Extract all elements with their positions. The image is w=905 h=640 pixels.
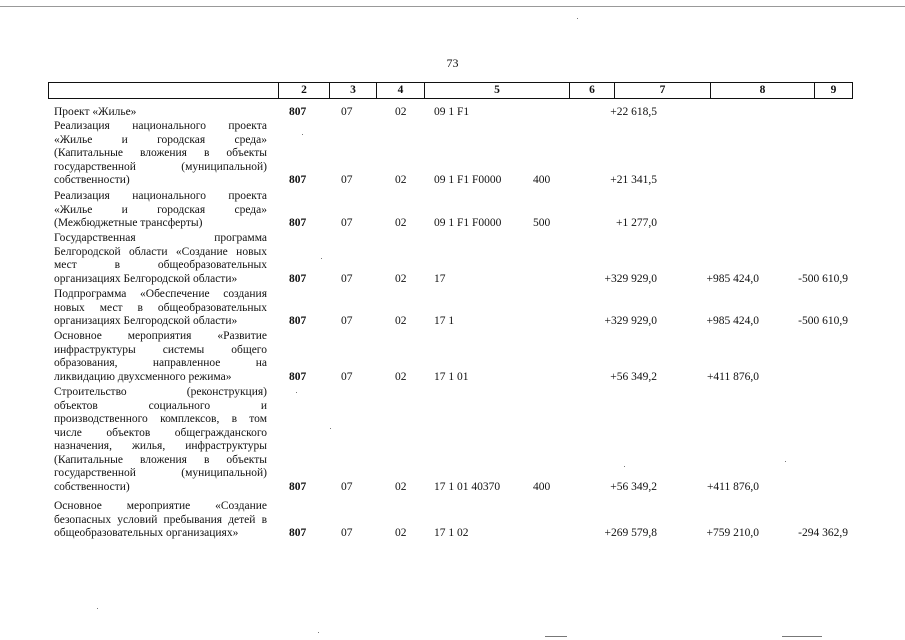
cell-col-7: +22 618,5 xyxy=(610,106,657,118)
cell-col-5: 17 1 02 xyxy=(434,527,469,539)
cell-col-5: 09 1 F1 F0000 xyxy=(434,174,502,186)
row-description xyxy=(54,386,267,494)
description-line: Реализация национального проекта xyxy=(54,190,267,202)
cell-col-3: 07 xyxy=(341,315,353,327)
cell-col-4: 02 xyxy=(395,370,407,383)
header-cell-3: 3 xyxy=(329,83,376,98)
cell-col-8: +985 424,0 xyxy=(706,315,759,327)
cell-col-9: -500 610,9 xyxy=(798,272,848,285)
cell-col-4: 02 xyxy=(395,106,407,118)
cell-col-3: 07 xyxy=(341,106,353,118)
description-line: мест в общеобразовательных xyxy=(54,259,267,271)
cell-col-2: 807 xyxy=(289,370,307,383)
scan-speck xyxy=(321,258,322,259)
cell-col-2: 807 xyxy=(289,272,307,285)
cell-col-5: 17 1 xyxy=(434,315,455,327)
description-line: общеобразовательных организациях» xyxy=(54,527,239,539)
scan-mark xyxy=(782,636,822,637)
cell-col-5: 09 1 F1 F0000 xyxy=(434,217,502,229)
cell-col-8: +985 424,0 xyxy=(706,272,759,285)
cell-col-3: 07 xyxy=(341,480,353,493)
cell-col-7: +1 277,0 xyxy=(616,217,657,229)
description-line: числе объектов общегражданского xyxy=(54,426,267,439)
description-line: государственной (муниципальной) xyxy=(54,160,267,173)
row-description xyxy=(54,190,267,231)
description-line: Подпрограмма «Обеспечение создания xyxy=(54,288,267,300)
cell-col-2: 807 xyxy=(289,106,307,118)
cell-col-9: -294 362,9 xyxy=(798,527,848,539)
cell-col-4: 02 xyxy=(395,217,407,229)
description-line: организациях Белгородской области» xyxy=(54,272,238,285)
row-description xyxy=(54,500,267,541)
cell-col-4: 02 xyxy=(395,272,407,285)
cell-col-8: +411 876,0 xyxy=(706,480,759,493)
header-cell-8: 8 xyxy=(710,83,814,98)
scan-speck xyxy=(785,461,786,462)
description-line: организациях Белгородской области» xyxy=(54,315,238,327)
description-line: (Капитальные вложения в объекты xyxy=(54,453,267,466)
scan-speck xyxy=(296,392,297,393)
cell-col-3: 07 xyxy=(341,174,353,186)
cell-col-7: +56 349,2 xyxy=(610,480,657,493)
cell-col-2: 807 xyxy=(289,527,307,539)
scan-speck xyxy=(97,608,98,609)
description-line: Строительство (реконструкция) xyxy=(54,386,267,398)
cell-col-3: 07 xyxy=(341,527,353,539)
cell-col-7: +329 929,0 xyxy=(604,272,657,285)
cell-col-9: -500 610,9 xyxy=(798,315,848,327)
description-line: назначения, жилья, инфраструктуры xyxy=(54,440,267,452)
description-line: «Жилье и городская среда» xyxy=(54,203,267,216)
cell-col-4: 02 xyxy=(395,527,407,539)
row-description xyxy=(54,330,267,384)
cell-col-4: 02 xyxy=(395,315,407,327)
scan-speck xyxy=(330,428,331,429)
row-description xyxy=(54,288,267,329)
table-header xyxy=(48,82,853,99)
cell-col-8: +759 210,0 xyxy=(706,527,759,539)
cell-col-3: 07 xyxy=(341,217,353,229)
cell-col-2: 807 xyxy=(289,217,307,229)
cell-col-7: +21 341,5 xyxy=(610,174,657,186)
cell-col-5: 17 1 01 40370 xyxy=(434,480,501,493)
description-line: Основное мероприятие «Создание xyxy=(54,500,267,512)
header-cell-7: 7 xyxy=(614,83,710,98)
cell-col-4: 02 xyxy=(395,480,407,493)
cell-col-5: 17 xyxy=(434,272,446,285)
cell-col-7: +269 579,8 xyxy=(604,527,657,539)
cell-col-7: +56 349,2 xyxy=(610,370,657,383)
description-line: собственности) xyxy=(54,174,130,186)
description-line: инфраструктуры системы общего xyxy=(54,343,267,356)
cell-col-2: 807 xyxy=(289,480,307,493)
cell-col-6: 400 xyxy=(533,480,551,493)
scan-speck xyxy=(577,18,578,19)
top-rule xyxy=(0,6,905,7)
cell-col-4: 02 xyxy=(395,174,407,186)
cell-col-5: 09 1 F1 xyxy=(434,106,470,118)
description-line: «Жилье и городская среда» xyxy=(54,133,267,146)
description-line: Государственная программа xyxy=(54,232,267,244)
description-line: государственной (муниципальной) xyxy=(54,467,267,479)
header-cell-5: 5 xyxy=(424,83,569,98)
cell-col-5: 17 1 01 xyxy=(434,370,469,383)
scan-speck xyxy=(318,632,319,633)
header-cell-4: 4 xyxy=(376,83,424,98)
cell-col-8: +411 876,0 xyxy=(706,370,759,383)
description-line: Реализация национального проекта xyxy=(54,120,267,132)
description-line: Основное мероприятия «Развитие xyxy=(54,330,267,342)
cell-col-6: 400 xyxy=(533,174,551,186)
description-line: собственности) xyxy=(54,480,130,493)
row-description xyxy=(54,106,267,120)
cell-col-6: 500 xyxy=(533,217,551,229)
page-number: 73 xyxy=(446,56,459,70)
row-description xyxy=(54,232,267,286)
description-line: (Межбюджетные трансферты) xyxy=(54,217,203,229)
description-line: (Капитальные вложения в объекты xyxy=(54,147,267,159)
description-line: объектов социального и xyxy=(54,399,267,412)
scan-speck xyxy=(624,466,625,467)
cell-col-2: 807 xyxy=(289,174,307,186)
header-cell-1 xyxy=(49,83,278,98)
cell-col-3: 07 xyxy=(341,272,353,285)
header-cell-2: 2 xyxy=(278,83,329,98)
row-description xyxy=(54,120,267,188)
header-cell-9: 9 xyxy=(814,83,852,98)
cell-col-3: 07 xyxy=(341,370,353,383)
description-line: Проект «Жилье» xyxy=(54,106,137,118)
description-line: образования, направленное на xyxy=(54,357,267,369)
scan-speck xyxy=(302,134,303,135)
description-line: новых мест в общеобразовательных xyxy=(54,301,267,314)
cell-col-7: +329 929,0 xyxy=(604,315,657,327)
cell-col-2: 807 xyxy=(289,315,307,327)
header-cell-6: 6 xyxy=(569,83,614,98)
description-line: Белгородской области «Создание новых xyxy=(54,245,267,258)
description-line: безопасных условий пребывания детей в xyxy=(54,513,267,526)
scan-mark xyxy=(545,636,567,637)
description-line: производственного комплексов, в том xyxy=(54,413,267,425)
description-line: ликвидацию двухсменного режима» xyxy=(54,370,232,383)
